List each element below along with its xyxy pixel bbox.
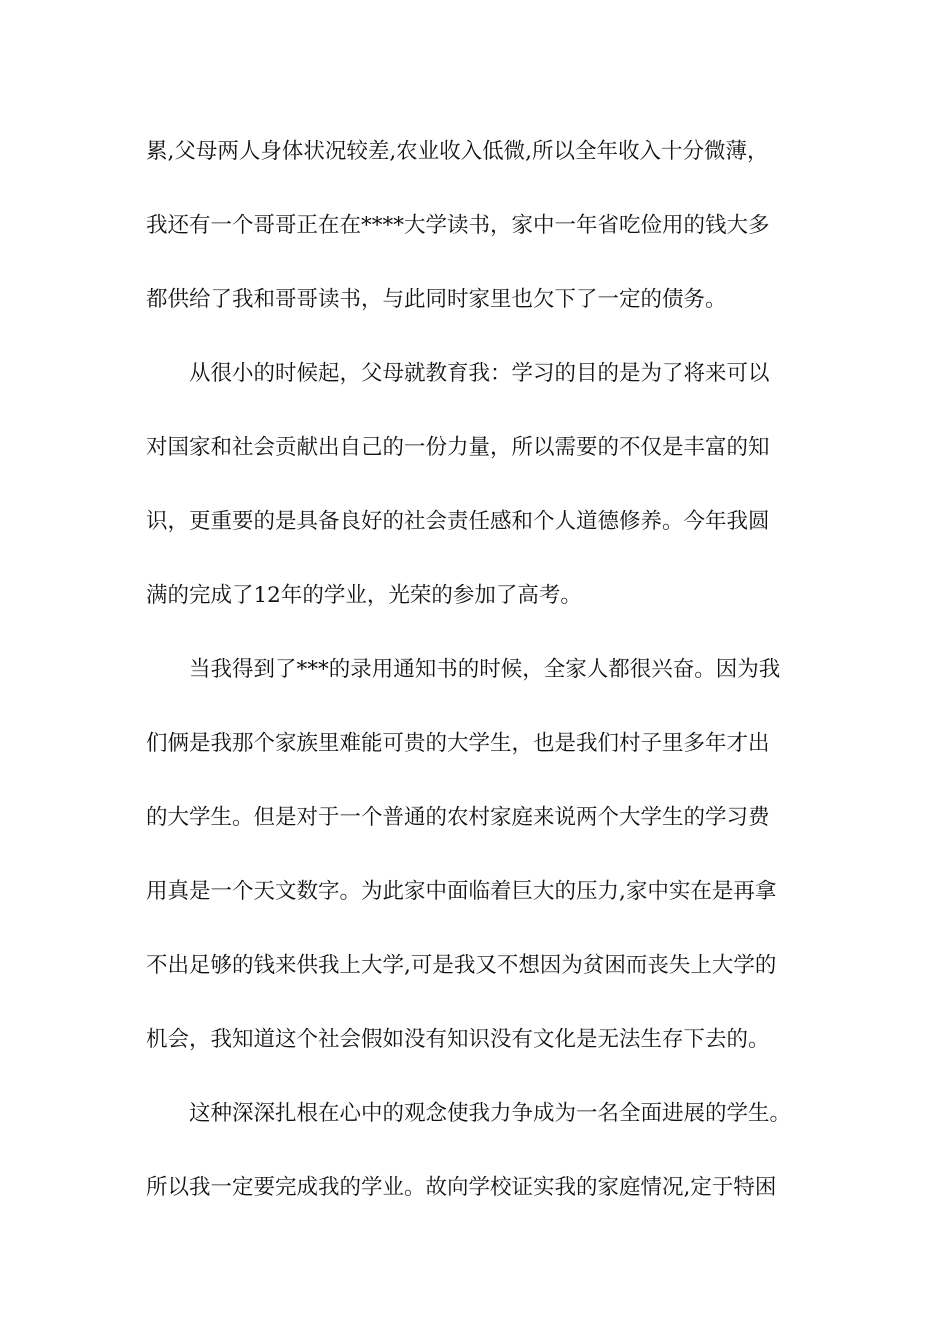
text-line: 的大学生。但是对于一个普通的农村家庭来说两个大学生的学习费 [146,805,770,830]
document-body [146,132,826,1242]
text-line: 对国家和社会贡献出自己的一份力量，所以需要的不仅是丰富的知 [146,435,770,460]
text-line: 累,父母两人身体状况较差,农业收入低微,所以全年收入十分微薄， [146,139,769,164]
text-line: 识，更重要的是具备良好的社会责任感和个人道德修养。今年我圆 [146,509,770,534]
paragraph-start-line: 当我得到了***的录用通知书的时候，全家人都很兴奋。因为我 [189,657,781,682]
text-line: 所以我一定要完成我的学业。故向学校证实我的家庭情况,定于特困 [146,1175,777,1200]
text-line: 用真是一个天文数字。为此家中面临着巨大的压力,家中实在是再拿 [146,879,777,904]
text-line: 满的完成了12年的学业，光荣的参加了高考。 [146,583,582,608]
text-line: 不出足够的钱来供我上大学,可是我又不想因为贫困而丧失上大学的 [146,953,777,978]
text-line: 们俩是我那个家族里难能可贵的大学生，也是我们村子里多年才出 [146,731,770,756]
text-line: 我还有一个哥哥正在在****大学读书，家中一年省吃俭用的钱大多 [146,213,770,238]
text-line: 机会，我知道这个社会假如没有知识没有文化是无法生存下去的。 [146,1027,770,1052]
paragraph-start-line: 这种深深扎根在心中的观念使我力争成为一名全面进展的学生。 [189,1101,792,1126]
text-line: 都供给了我和哥哥读书，与此同时家里也欠下了一定的债务。 [146,287,727,312]
paragraph-start-line: 从很小的时候起，父母就教育我：学习的目的是为了将来可以 [189,361,770,386]
